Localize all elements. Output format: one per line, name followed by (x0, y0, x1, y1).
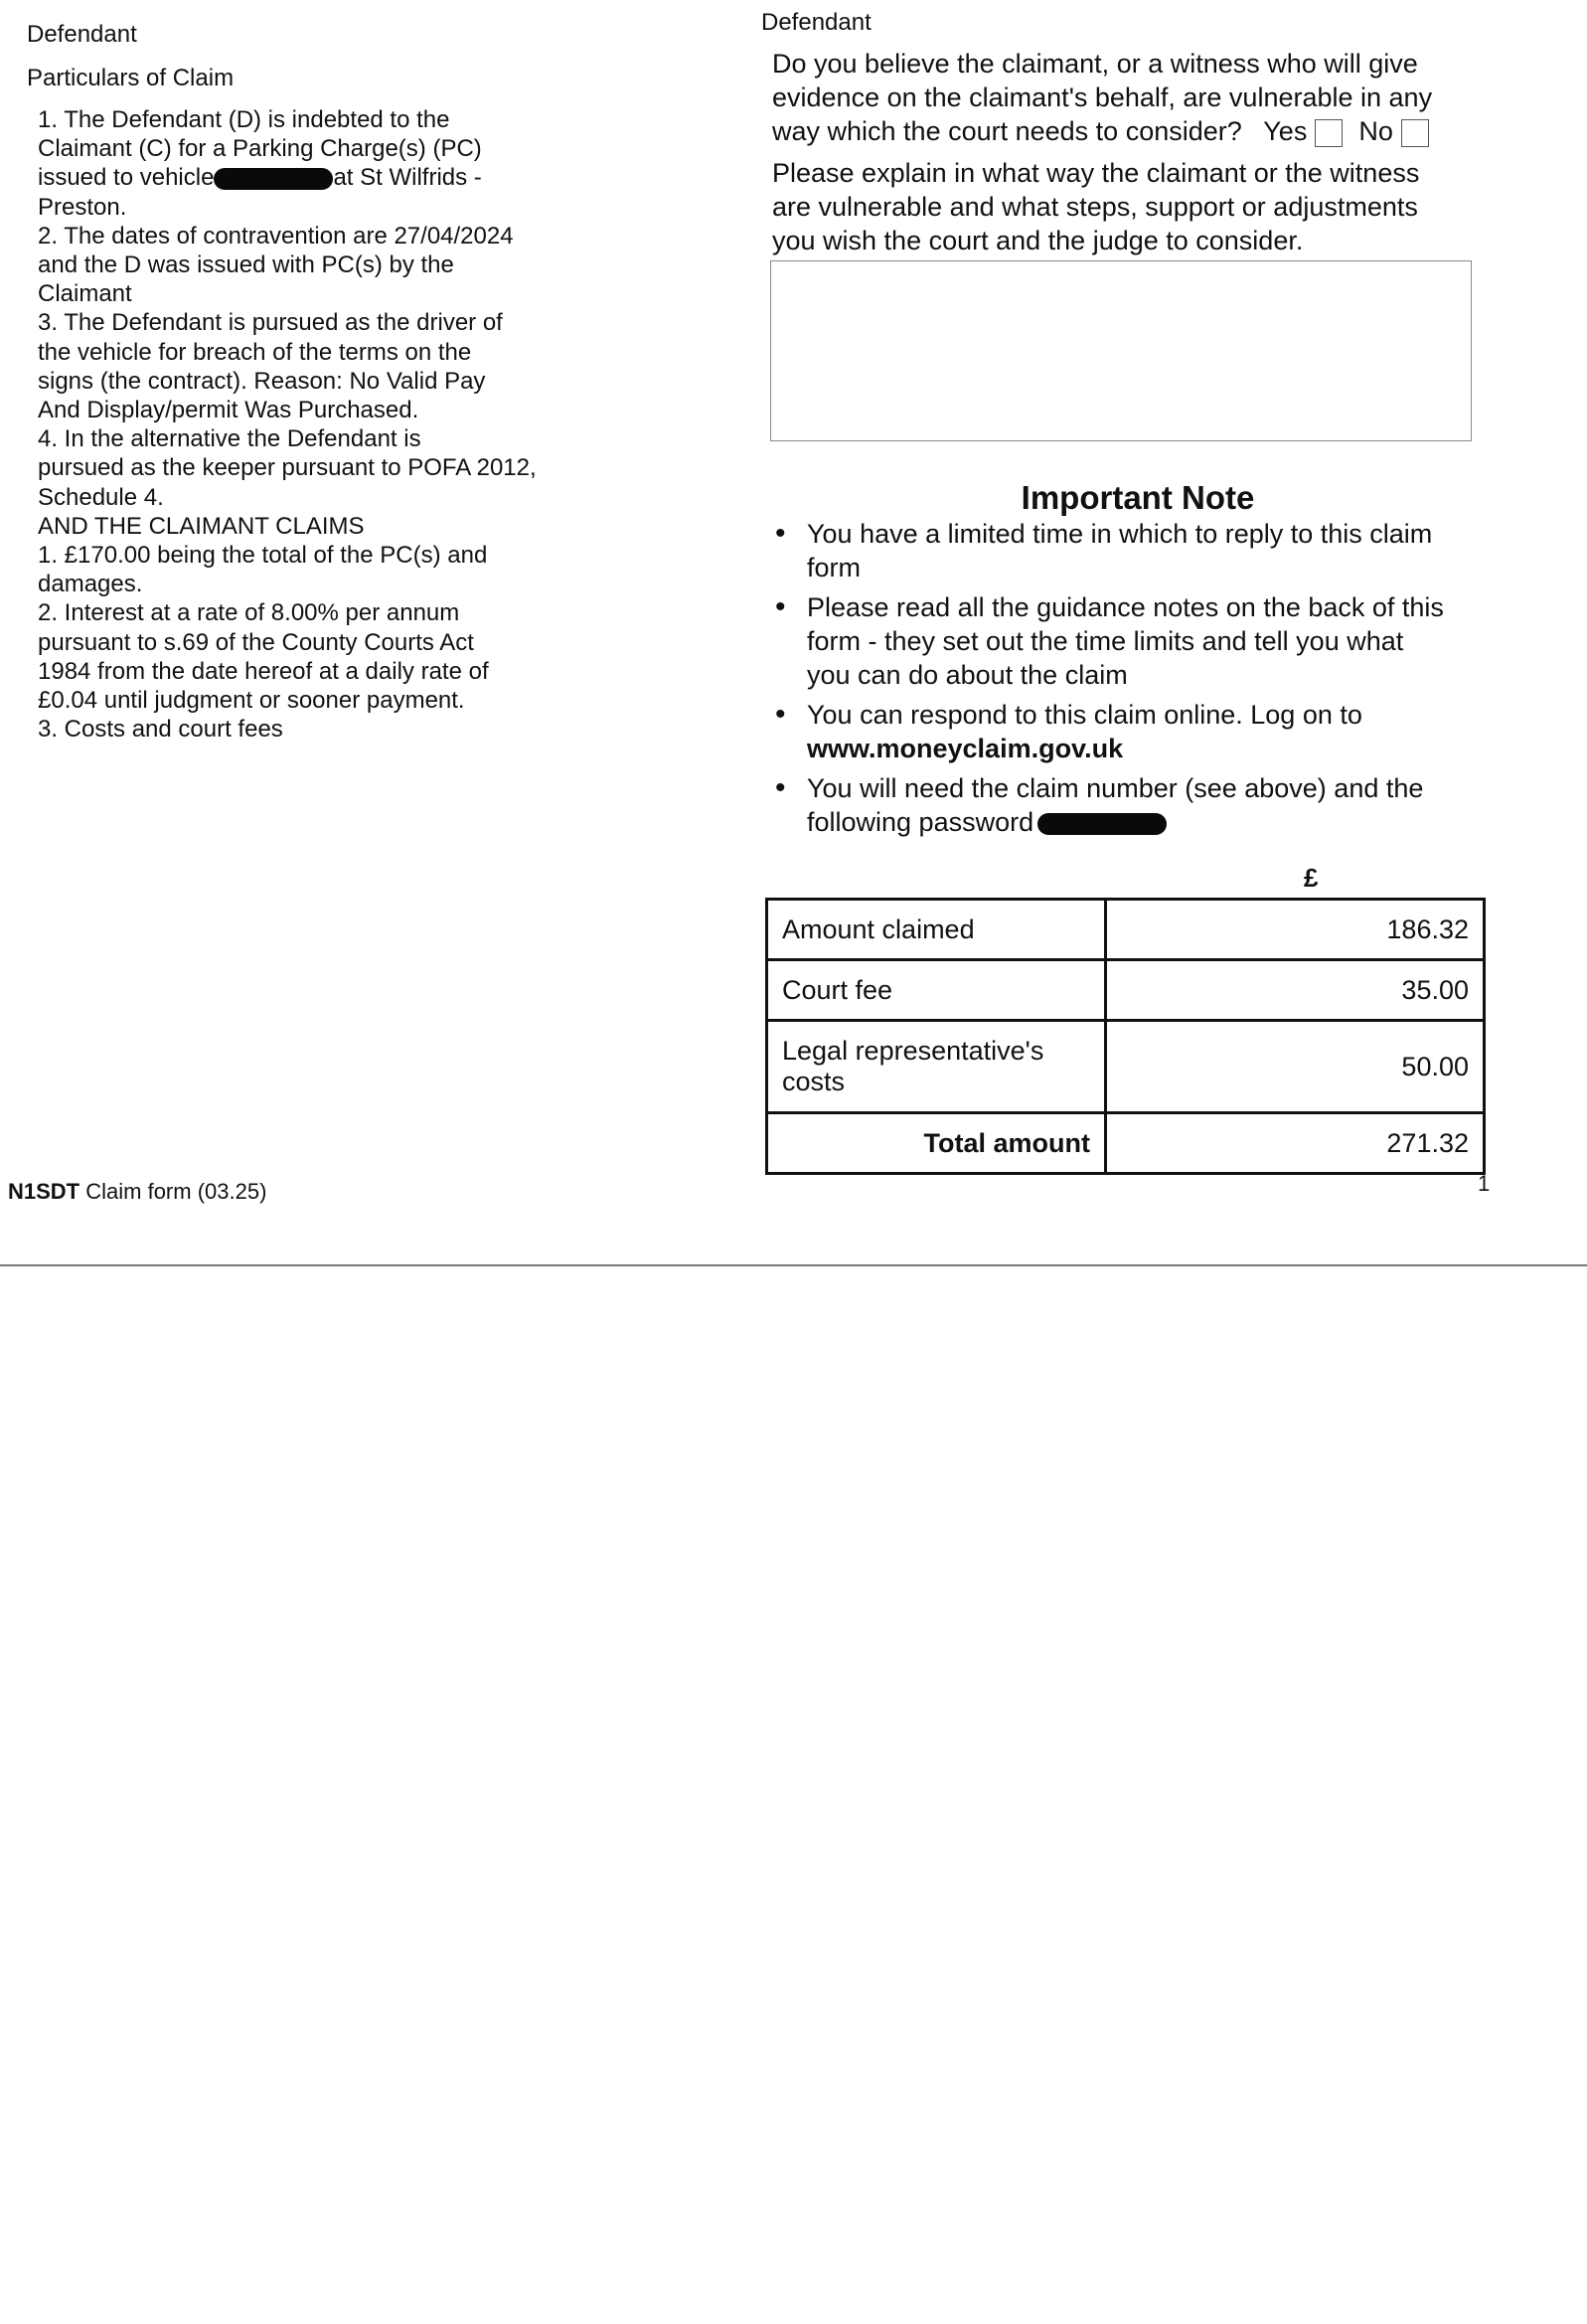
question-line: Do you believe the claimant, or a witness who will give (772, 49, 1418, 79)
note-line: form - they set out the time limits and tell you what (807, 626, 1404, 656)
question-line: evidence on the claimant's behalf, are vulnerable in any (772, 83, 1433, 112)
password-redaction (1037, 813, 1167, 835)
note-item (775, 771, 1471, 839)
note-item (775, 698, 1471, 765)
particulars-line (38, 163, 594, 192)
password-label: following password (807, 807, 1034, 837)
particulars-line: 2. Interest at a rate of 8.00% per annum (38, 599, 460, 627)
particulars-line: and the D was issued with PC(s) by the (38, 251, 454, 279)
particulars-line: signs (the contract). Reason: No Valid Pay (38, 367, 486, 395)
particulars-line: the vehicle for breach of the terms on the (38, 338, 472, 366)
total-amount-label: Total amount (767, 1113, 1106, 1174)
particulars-line: damages. (38, 571, 143, 598)
particulars-line: Schedule 4. (38, 483, 164, 511)
redaction-mark (214, 168, 333, 190)
amount-claimed-label: Amount claimed (767, 900, 1106, 960)
form-code: N1SDT (8, 1179, 80, 1204)
particulars-line: Claimant (38, 280, 132, 308)
particulars-line: pursuant to s.69 of the County Courts Act (38, 628, 474, 656)
particulars-text: at St Wilfrids - (333, 164, 482, 192)
explain-line: Please explain in what way the claimant or the witness (772, 158, 1420, 188)
table-row (767, 960, 1485, 1021)
particulars-line: pursued as the keeper pursuant to POFA 2012, (38, 454, 537, 482)
note-item (775, 590, 1471, 692)
particulars-line: 2. The dates of contravention are 27/04/2024 (38, 222, 514, 249)
particulars-line: AND THE CLAIMANT CLAIMS (38, 512, 365, 540)
particulars-line: £0.04 until judgment or sooner payment. (38, 687, 465, 715)
court-fee-value: 35.00 (1106, 960, 1485, 1021)
question-text: way which the court needs to consider? (772, 116, 1242, 146)
particulars-line: Preston. (38, 193, 127, 221)
total-amount-value: 271.32 (1106, 1113, 1485, 1174)
important-notes-list (775, 517, 1471, 845)
currency-symbol: £ (1304, 863, 1319, 893)
particulars-line: 1. The Defendant (D) is indebted to the (38, 106, 450, 133)
page-number: 1 (1478, 1171, 1491, 1196)
particulars-line: 3. Costs and court fees (38, 716, 283, 744)
yes-label: Yes (1263, 116, 1308, 146)
form-footer (8, 1179, 266, 1205)
defendant-label: Defendant (27, 21, 137, 48)
question-line (772, 114, 1488, 148)
particulars-line: Claimant (C) for a Parking Charge(s) (PC) (38, 135, 482, 163)
note-line: you can do about the claim (807, 660, 1128, 690)
note-line: • Please read all the guidance notes on the back of this (807, 592, 1444, 622)
note-line: • You have a limited time in which to reply to this claim (807, 519, 1433, 549)
particulars-line: 1984 from the date hereof at a daily rate of (38, 657, 489, 685)
table-row (767, 1113, 1485, 1174)
particulars-line: 4. In the alternative the Defendant is (38, 425, 421, 453)
amounts-table (765, 898, 1486, 1175)
legal-costs-value: 50.00 (1106, 1021, 1485, 1113)
particulars-of-claim (38, 105, 594, 744)
note-line: • You can respond to this claim online. Log on to (807, 700, 1362, 730)
page-edge-line (0, 1264, 1587, 1266)
particulars-text: issued to vehicle (38, 164, 215, 192)
particulars-line: 3. The Defendant is pursued as the driver of (38, 309, 503, 337)
yes-checkbox[interactable] (1315, 119, 1343, 147)
explain-text-box[interactable] (770, 260, 1472, 441)
amount-claimed-value: 186.32 (1106, 900, 1485, 960)
right-defendant-label: Defendant (761, 9, 872, 36)
legal-costs-label-line: costs (782, 1067, 846, 1096)
particulars-label: Particulars of Claim (27, 65, 235, 91)
left-header (27, 20, 234, 107)
court-fee-label: Court fee (767, 960, 1106, 1021)
legal-costs-label-line: Legal representative's (782, 1036, 1044, 1066)
form-name: Claim form (03.25) (85, 1179, 267, 1204)
note-line: • You will need the claim number (see above) and the (807, 773, 1424, 803)
note-line: form (807, 553, 861, 582)
particulars-line: And Display/permit Was Purchased. (38, 397, 419, 424)
table-row (767, 1021, 1485, 1113)
table-row (767, 900, 1485, 960)
particulars-line: 1. £170.00 being the total of the PC(s) and (38, 542, 488, 570)
explain-line: you wish the court and the judge to consider. (772, 226, 1304, 255)
no-label: No (1358, 116, 1393, 146)
moneyclaim-link[interactable]: www.moneyclaim.gov.uk (807, 734, 1124, 763)
explain-line: are vulnerable and what steps, support or adjustments (772, 192, 1418, 222)
vulnerability-question (772, 47, 1488, 148)
explain-prompt (772, 156, 1488, 257)
note-item (775, 517, 1471, 584)
legal-costs-label (767, 1021, 1106, 1113)
important-note-title: Important Note (1021, 479, 1255, 516)
note-line (807, 805, 1471, 839)
no-checkbox[interactable] (1401, 119, 1429, 147)
